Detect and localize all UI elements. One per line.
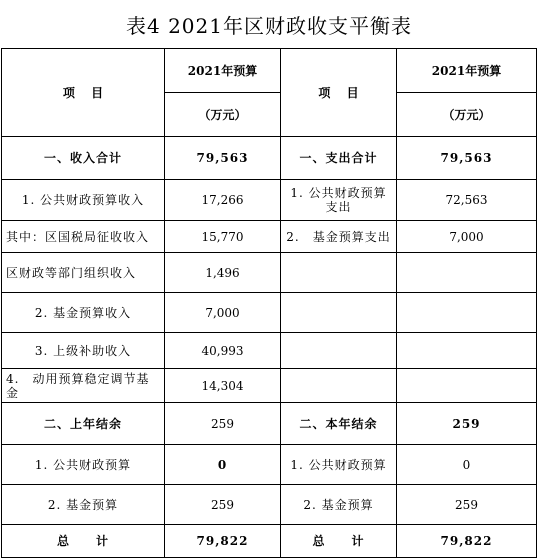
table-row — [2, 137, 537, 180]
row-label-right: 一、支出合计 — [281, 137, 397, 180]
row-value-left: 15,770 — [165, 221, 281, 253]
row-value-right: 259 — [397, 485, 537, 525]
table-row — [2, 221, 537, 253]
row-label-right: 1. 公共财政预算支出 — [281, 180, 397, 221]
row-label-left: 1. 公共财政预算收入 — [2, 180, 165, 221]
row-value-left: 79,563 — [165, 137, 281, 180]
header-amount-year-left: 2021年预算 — [165, 49, 281, 93]
row-label-left: 一、收入合计 — [2, 137, 165, 180]
row-label-right: 1. 公共财政预算 — [281, 445, 397, 485]
header-amount-year-right: 2021年预算 — [397, 49, 537, 93]
row-label-left: 4. 动用预算稳定调节基金 — [2, 369, 165, 403]
header-amount-unit-left: （万元） — [165, 93, 281, 137]
budget-balance-table — [1, 48, 537, 558]
row-label-left: 区财政等部门组织收入 — [2, 253, 165, 293]
row-value-left: 1,496 — [165, 253, 281, 293]
row-value-left: 259 — [165, 485, 281, 525]
total-value-left: 79,822 — [165, 525, 281, 558]
total-label-right: 总 计 — [281, 525, 397, 558]
table-title: 表4 2021年区财政收支平衡表 — [126, 13, 412, 38]
row-value-left: 0 — [165, 445, 281, 485]
header-amount-unit-right: （万元） — [397, 93, 537, 137]
row-value-right — [397, 369, 537, 403]
table-row — [2, 333, 537, 369]
table-row — [2, 403, 537, 445]
row-value-right: 79,563 — [397, 137, 537, 180]
total-value-right: 79,822 — [397, 525, 537, 558]
table-row — [2, 180, 537, 221]
row-label-left: 2. 基金预算 — [2, 485, 165, 525]
row-label-left: 2. 基金预算收入 — [2, 293, 165, 333]
row-value-right: 259 — [397, 403, 537, 445]
table-row — [2, 253, 537, 293]
table-row — [2, 369, 537, 403]
row-label-right: 2. 基金预算支出 — [281, 221, 397, 253]
row-value-left: 40,993 — [165, 333, 281, 369]
total-label-left: 总 计 — [2, 525, 165, 558]
row-label-right — [281, 333, 397, 369]
header-item-left: 项 目 — [2, 49, 165, 137]
row-label-left: 3. 上级补助收入 — [2, 333, 165, 369]
row-value-right — [397, 253, 537, 293]
row-value-left: 14,304 — [165, 369, 281, 403]
row-label-left: 1. 公共财政预算 — [2, 445, 165, 485]
row-label-left: 其中：区国税局征收收入 — [2, 221, 165, 253]
header-item-right: 项 目 — [281, 49, 397, 137]
row-label-right: 二、本年结余 — [281, 403, 397, 445]
row-label-right — [281, 369, 397, 403]
row-value-right: 72,563 — [397, 180, 537, 221]
row-label-right — [281, 293, 397, 333]
row-value-right — [397, 333, 537, 369]
row-value-right — [397, 293, 537, 333]
row-value-right: 0 — [397, 445, 537, 485]
row-label-right: 2. 基金预算 — [281, 485, 397, 525]
row-value-right: 7,000 — [397, 221, 537, 253]
table-row — [2, 293, 537, 333]
row-label-left: 二、上年结余 — [2, 403, 165, 445]
table-row — [2, 445, 537, 485]
table-row — [2, 525, 537, 558]
row-value-left: 259 — [165, 403, 281, 445]
row-value-left: 7,000 — [165, 293, 281, 333]
row-value-left: 17,266 — [165, 180, 281, 221]
table-row — [2, 485, 537, 525]
row-label-right — [281, 253, 397, 293]
